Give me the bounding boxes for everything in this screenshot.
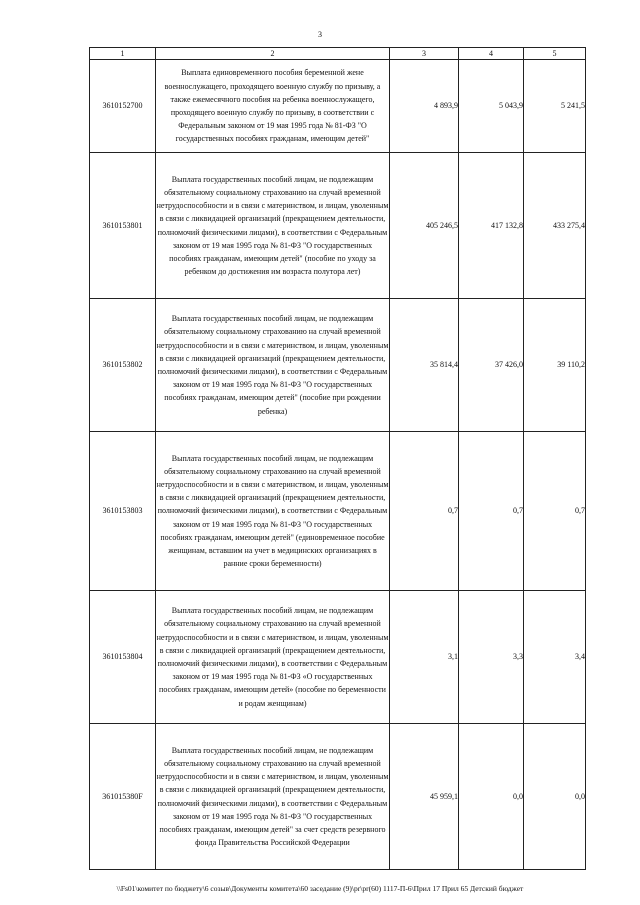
- value-cell-col5: 3,4: [524, 591, 586, 724]
- table-row: [90, 724, 586, 870]
- value-cell-col5: 39 110,2: [524, 299, 586, 432]
- table-row: [90, 591, 586, 724]
- budget-table: [89, 47, 586, 870]
- value-cell-col4: 417 132,8: [459, 153, 524, 299]
- value-cell-col5: 433 275,4: [524, 153, 586, 299]
- description-cell: Выплата государственных пособий лицам, не подлежащим обязательному социальному страхованию на случай временной нетрудоспособности и в связи с материнством, и лицам, уволенным в связи с ликвидацией организаций (прекращением деятельности, полномочий физическими лицами), в соответствии с Федеральным законом от 19 мая 1995 года № 81-ФЗ "О государственных пособиях гражданам, имеющим детей" (пособие при рождении ребенка): [156, 299, 390, 432]
- value-cell-col4: 0,7: [459, 432, 524, 591]
- code-cell: 361015380F: [90, 724, 156, 870]
- value-cell-col4: 0,0: [459, 724, 524, 870]
- value-cell-col5: 0,7: [524, 432, 586, 591]
- value-cell-col3: 4 893,9: [390, 60, 459, 153]
- description-cell: Выплата государственных пособий лицам, не подлежащим обязательному социальному страхованию на случай временной нетрудоспособности и в связи с материнством, и лицам, уволенным в связи с ликвидацией организаций (прекращением деятельности, полномочий физическими лицами), в соответствии с Федеральным законом от 19 мая 1995 года № 81-ФЗ "О государственных пособиях гражданам, имеющим детей" (пособие по уходу за ребенком до достижения им возраста полутора лет): [156, 153, 390, 299]
- value-cell-col3: 0,7: [390, 432, 459, 591]
- value-cell-col4: 5 043,9: [459, 60, 524, 153]
- footer-file-path: \\Fs01\комитет по бюджету\6 созыв\Документы комитета\60 заседание (9)\pr\pr(60) 1117-П-6\Прил 17 Прил 65 Детский бюджет: [116, 884, 524, 893]
- value-cell-col3: 45 959,1: [390, 724, 459, 870]
- header-row: [90, 48, 586, 60]
- header-col-2: 2: [156, 48, 390, 60]
- description-cell: Выплата государственных пособий лицам, не подлежащим обязательному социальному страхованию на случай временной нетрудоспособности и в связи с материнством, и лицам, уволенным в связи с ликвидацией организаций (прекращением деятельности, полномочий физическими лицами), в соответствии с Федеральным законом от 19 мая 1995 года № 81-ФЗ "О государственных пособиях гражданам, имеющим детей" за счет средств резервного фонда Правительства Российской Федерации: [156, 724, 390, 870]
- table-row: [90, 432, 586, 591]
- header-col-1: 1: [90, 48, 156, 60]
- table-row: [90, 299, 586, 432]
- table-row: [90, 60, 586, 153]
- value-cell-col4: 37 426,0: [459, 299, 524, 432]
- header-col-5: 5: [524, 48, 586, 60]
- page-number: 3: [318, 30, 322, 39]
- table-body: [90, 60, 586, 870]
- code-cell: 3610153804: [90, 591, 156, 724]
- table-header: [90, 48, 586, 60]
- value-cell-col3: 405 246,5: [390, 153, 459, 299]
- code-cell: 3610153801: [90, 153, 156, 299]
- value-cell-col5: 5 241,5: [524, 60, 586, 153]
- code-cell: 3610152700: [90, 60, 156, 153]
- description-cell: Выплата государственных пособий лицам, не подлежащим обязательному социальному страхованию на случай временной нетрудоспособности и в связи с материнством, и лицам, уволенным в связи с ликвидацией организаций (прекращением деятельности, полномочий физическими лицами), в соответствии с Федеральным законом от 19 мая 1995 года № 81-ФЗ "О государственных пособиях гражданам, имеющим детей" (единовременное пособие женщинам, вставшим на учет в медицинских организациях в ранние сроки беременности): [156, 432, 390, 591]
- header-col-4: 4: [459, 48, 524, 60]
- code-cell: 3610153803: [90, 432, 156, 591]
- header-col-3: 3: [390, 48, 459, 60]
- value-cell-col5: 0,0: [524, 724, 586, 870]
- table-row: [90, 153, 586, 299]
- value-cell-col3: 35 814,4: [390, 299, 459, 432]
- description-cell: Выплата государственных пособий лицам, не подлежащим обязательному социальному страхованию на случай временной нетрудоспособности и в связи с материнством, и лицам, уволенным в связи с ликвидацией организаций (прекращением деятельности, полномочий физическими лицами), в соответствии с Федеральным законом от 19 мая 1995 года № 81-ФЗ «О государственных пособиях гражданам, имеющим детей» (пособие по беременности и родам женщинам): [156, 591, 390, 724]
- value-cell-col4: 3,3: [459, 591, 524, 724]
- value-cell-col3: 3,1: [390, 591, 459, 724]
- code-cell: 3610153802: [90, 299, 156, 432]
- description-cell: Выплата единовременного пособия беременной жене военнослужащего, проходящего военную службу по призыву, а также ежемесячного пособия на ребенка военнослужащего, проходящего военную службу по призыву, в соответствии с Федеральным законом от 19 мая 1995 года № 81-ФЗ "О государственных пособиях гражданам, имеющим детей": [156, 60, 390, 153]
